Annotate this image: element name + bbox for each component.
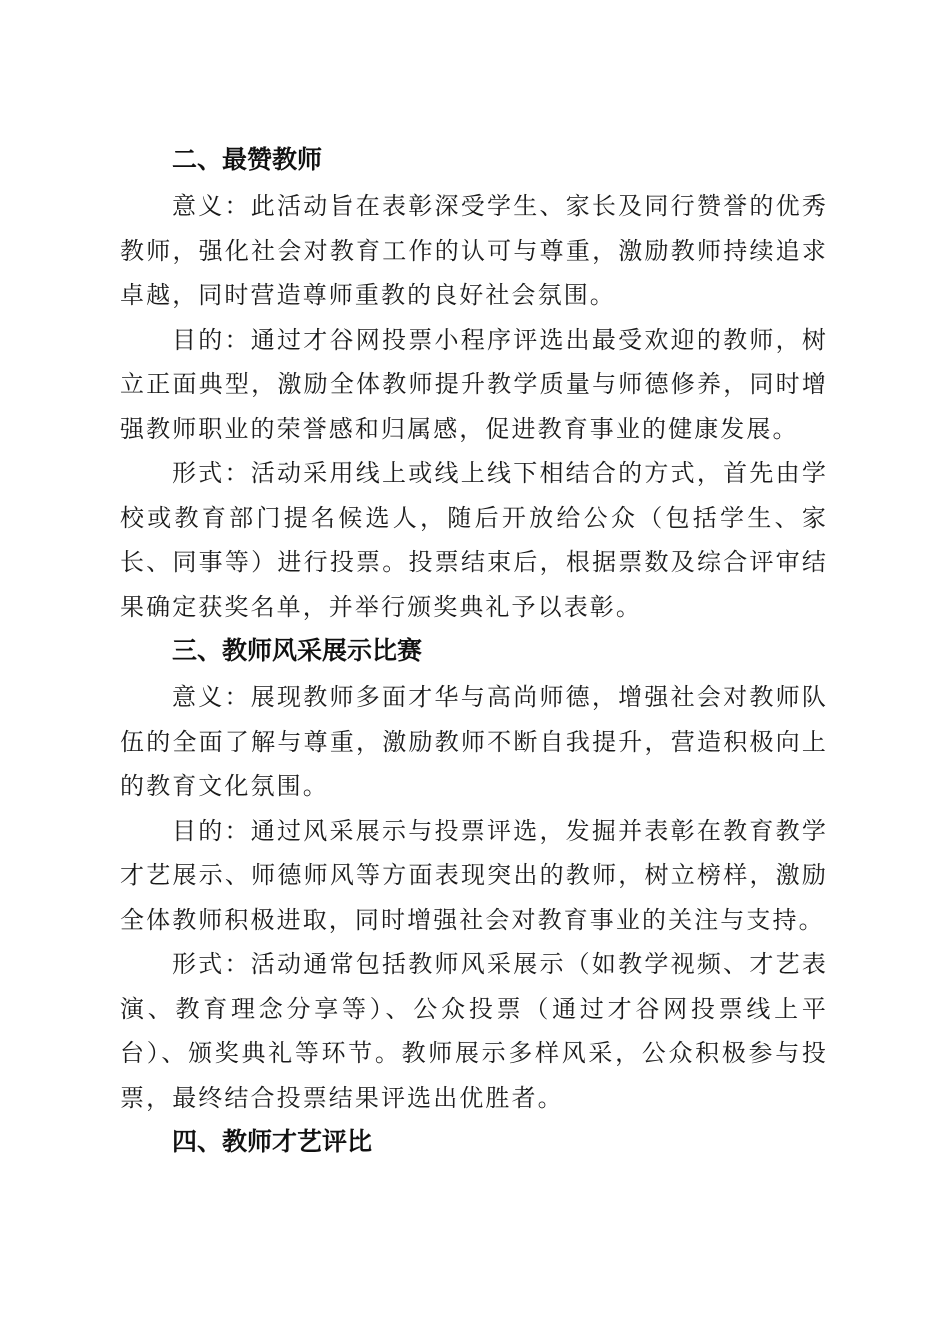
- paragraph-format: 形式：活动采用线上或线上线下相结合的方式，首先由学校或教育部门提名候选人，随后开放给公众（包括学生、家长、同事等）进行投票。投票结束后，根据票数及综合评审结果确定获奖名单，并举行颁奖典礼予以表彰。: [120, 459, 828, 621]
- section-title: 四、教师才艺评比: [172, 1127, 373, 1156]
- paragraph-significance: 意义：展现教师多面才华与高尚师德，增强社会对教师队伍的全面了解与尊重，激励教师不断自我提升，营造积极向上的教育文化氛围。: [120, 683, 828, 800]
- section-title: 三、教师风采展示比赛: [172, 636, 423, 665]
- paragraph-purpose: 目的：通过才谷网投票小程序评选出最受欢迎的教师，树立正面典型，激励全体教师提升教学质量与师德修养，同时增强教师职业的荣誉感和归属感，促进教育事业的健康发展。: [120, 325, 828, 443]
- section-best-teacher: [120, 138, 828, 629]
- paragraph-purpose: 目的：通过风采展示与投票评选，发掘并表彰在教育教学才艺展示、师德师风等方面表现突出的教师，树立榜样，激励全体教师积极进取，同时增强社会对教育事业的关注与支持。: [120, 816, 828, 934]
- section-title: 二、最赞教师: [172, 145, 323, 174]
- paragraph-format: 形式：活动通常包括教师风采展示（如教学视频、才艺表演、教育理念分享等）、公众投票（通过才谷网投票线上平台）、颁奖典礼等环节。教师展示多样风采，公众积极参与投票，最终结合投票结果评选出优胜者。: [120, 950, 828, 1112]
- paragraph-significance: 意义：此活动旨在表彰深受学生、家长及同行赞誉的优秀教师，强化社会对教育工作的认可与尊重，激励教师持续追求卓越，同时营造尊师重教的良好社会氛围。: [120, 192, 828, 309]
- section-teacher-talent: [120, 1120, 828, 1164]
- document-page: [120, 138, 828, 1166]
- section-teacher-showcase: [120, 629, 828, 1120]
